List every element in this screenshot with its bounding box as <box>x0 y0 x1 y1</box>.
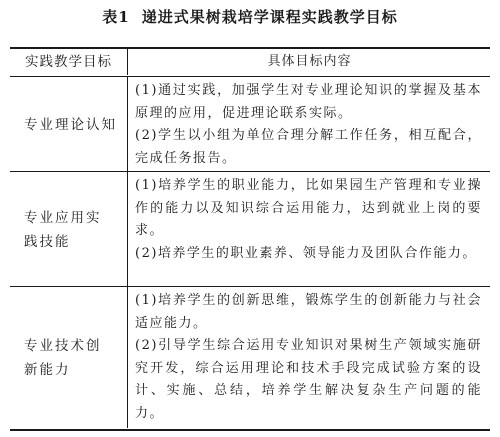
table-row <box>10 286 490 428</box>
goals-table <box>10 47 490 431</box>
goal-cell <box>10 77 128 172</box>
table-caption <box>0 6 500 27</box>
header-goal: 实践教学目标 <box>10 49 128 75</box>
table-number: 表1 <box>102 8 130 26</box>
table-row <box>10 171 490 287</box>
header-content: 具体目标内容 <box>267 53 352 69</box>
table-row <box>10 76 490 172</box>
content-item: (1)培养学生的创新思维，锻炼学生的创新能力与社会适应能力。 <box>135 293 482 331</box>
content-item: (2)学生以小组为单位合理分解工作任务，相互配合，完成任务报告。 <box>135 128 482 166</box>
content-item: (2)培养学生的职业素养、领导能力及团队合作能力。 <box>135 245 477 261</box>
goal-label: 专业应用实践技能 <box>24 209 102 250</box>
content-cell <box>129 287 490 428</box>
table-title: 递进式果树栽培学课程实践教学目标 <box>141 8 398 26</box>
content-item: (2)引导学生综合运用专业知识对果树生产领域实施研究开发，综合运用理论和技术手段完成试验方案的设计、实施、总结，培养学生解决复杂生产问题的能力。 <box>135 338 482 421</box>
goal-label: 专业理论认知 <box>24 116 117 133</box>
goal-cell <box>10 172 128 287</box>
table-header-row <box>10 49 490 75</box>
content-cell <box>129 172 490 287</box>
content-cell <box>129 77 490 172</box>
goal-cell <box>10 287 128 428</box>
goal-label: 专业技术创新能力 <box>24 337 102 378</box>
content-item: (1)培养学生的职业能力，比如果园生产管理和专业操作的能力以及知识综合运用能力，达到就业上岗的要求。 <box>135 178 482 238</box>
content-item: (1)通过实践，加强学生对专业理论知识的掌握及基本原理的应用，促进理论联系实际。 <box>135 83 482 121</box>
